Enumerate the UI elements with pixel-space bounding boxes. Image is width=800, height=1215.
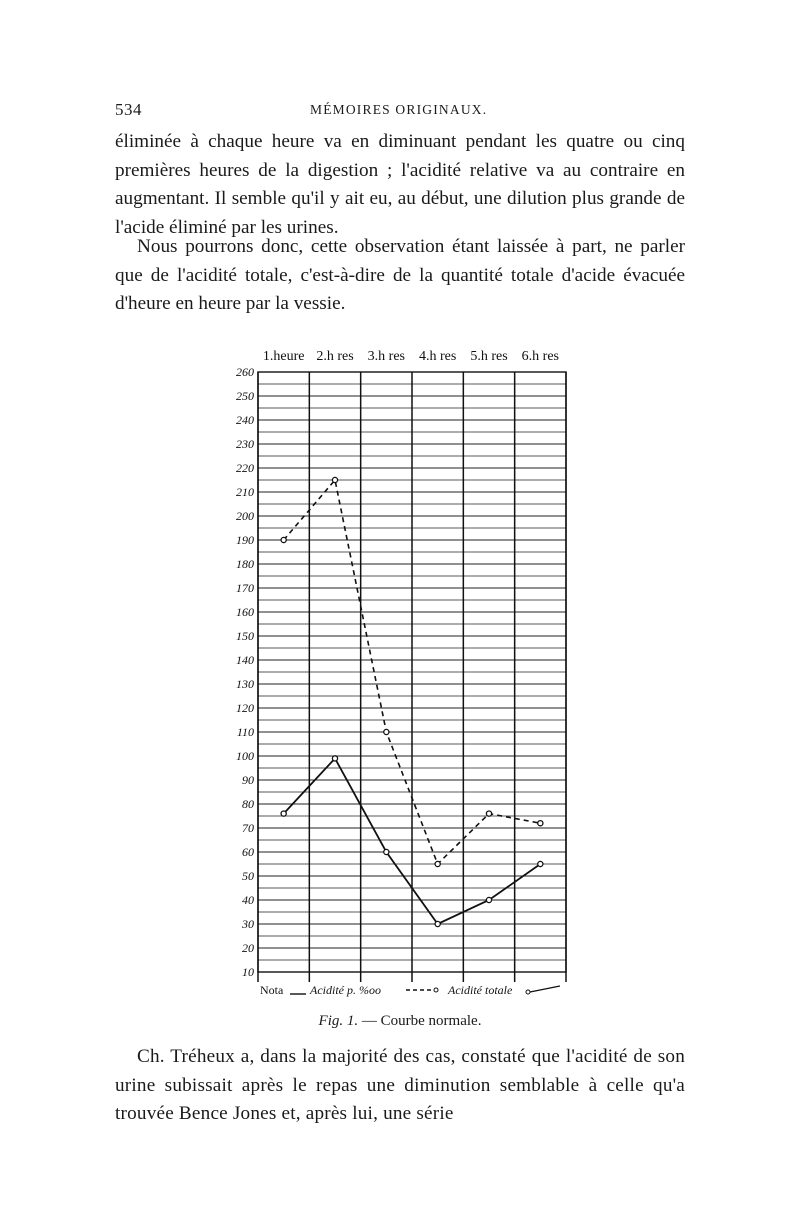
y-tick-label: 30 bbox=[242, 917, 254, 931]
y-tick-label: 40 bbox=[242, 893, 254, 907]
legend-solid-marker bbox=[526, 990, 530, 994]
running-title: MÉMOIRES ORIGINAUX. bbox=[310, 102, 488, 117]
data-point bbox=[281, 537, 286, 542]
y-tick-label: 150 bbox=[236, 629, 254, 643]
figure-label: Fig. 1. bbox=[318, 1013, 359, 1029]
y-tick-label: 90 bbox=[242, 773, 254, 787]
y-tick-label: 110 bbox=[236, 725, 254, 739]
x-category-label: 4.h res bbox=[419, 349, 457, 364]
legend-solid-label: Acidité totale bbox=[448, 983, 513, 997]
data-point bbox=[332, 477, 337, 482]
data-point bbox=[332, 756, 337, 761]
page-header bbox=[115, 100, 690, 124]
y-tick-label: 60 bbox=[242, 845, 254, 859]
y-tick-label: 160 bbox=[236, 605, 254, 619]
y-tick-label: 70 bbox=[242, 821, 254, 835]
paragraph-3: Ch. Tréheux a, dans la majorité des cas, constaté que l'acidité de son urine subissait après le repas une diminution semblable à celle qu'a trouvée Bence Jones et, après lui, une série bbox=[115, 1046, 685, 1124]
data-point bbox=[435, 861, 440, 866]
data-point bbox=[538, 821, 543, 826]
page-number: 534 bbox=[115, 100, 142, 119]
figure-caption bbox=[0, 1013, 800, 1030]
x-category-label: 2.h res bbox=[316, 349, 354, 364]
y-tick-label: 170 bbox=[236, 581, 254, 595]
y-tick-label: 130 bbox=[236, 677, 254, 691]
data-point bbox=[384, 729, 389, 734]
y-tick-label: 200 bbox=[236, 509, 254, 523]
data-point bbox=[486, 811, 491, 816]
y-tick-label: 260 bbox=[236, 365, 254, 379]
acidity-chart bbox=[220, 340, 580, 1000]
y-tick-label: 80 bbox=[242, 797, 254, 811]
y-tick-label: 230 bbox=[236, 437, 254, 451]
y-tick-label: 250 bbox=[236, 389, 254, 403]
y-tick-label: 50 bbox=[242, 869, 254, 883]
data-point bbox=[486, 897, 491, 902]
legend-solid-sample bbox=[530, 986, 560, 992]
y-tick-label: 120 bbox=[236, 701, 254, 715]
data-point bbox=[281, 811, 286, 816]
y-tick-label: 100 bbox=[236, 749, 254, 763]
x-category-label: 3.h res bbox=[367, 349, 405, 364]
y-tick-label: 140 bbox=[236, 653, 254, 667]
figure-caption-text: — Courbe normale. bbox=[358, 1013, 482, 1029]
y-tick-label: 20 bbox=[242, 941, 254, 955]
paragraph-1: éliminée à chaque heure va en diminuant pendant les quatre ou cinq premières heures de la digestion ; l'acidité relative va au contraire en augmentant. Il semble qu'il y ait eu, au début, une dilution plus grande de l'acide éliminé par les urines. bbox=[115, 131, 685, 238]
data-point bbox=[384, 849, 389, 854]
y-tick-label: 180 bbox=[236, 557, 254, 571]
y-tick-label: 10 bbox=[242, 965, 254, 979]
x-category-label: 6.h res bbox=[521, 349, 559, 364]
x-category-label: 1.heure bbox=[262, 349, 305, 364]
y-tick-label: 210 bbox=[236, 485, 254, 499]
x-category-label: 5.h res bbox=[470, 349, 508, 364]
data-point bbox=[435, 921, 440, 926]
paragraph-2: Nous pourrons donc, cette observation étant laissée à part, ne parler que de l'acidité totale, c'est-à-dire de la quantité totale d'acide évacuée d'heure en heure par la vessie. bbox=[115, 236, 685, 314]
y-tick-label: 220 bbox=[236, 461, 254, 475]
legend-dashed-marker bbox=[434, 988, 438, 992]
y-tick-label: 240 bbox=[236, 413, 254, 427]
legend-dashed-label: Acidité p. %oo bbox=[310, 983, 381, 997]
y-tick-label: 190 bbox=[236, 533, 254, 547]
data-point bbox=[538, 861, 543, 866]
legend-note: Nota bbox=[260, 983, 284, 997]
